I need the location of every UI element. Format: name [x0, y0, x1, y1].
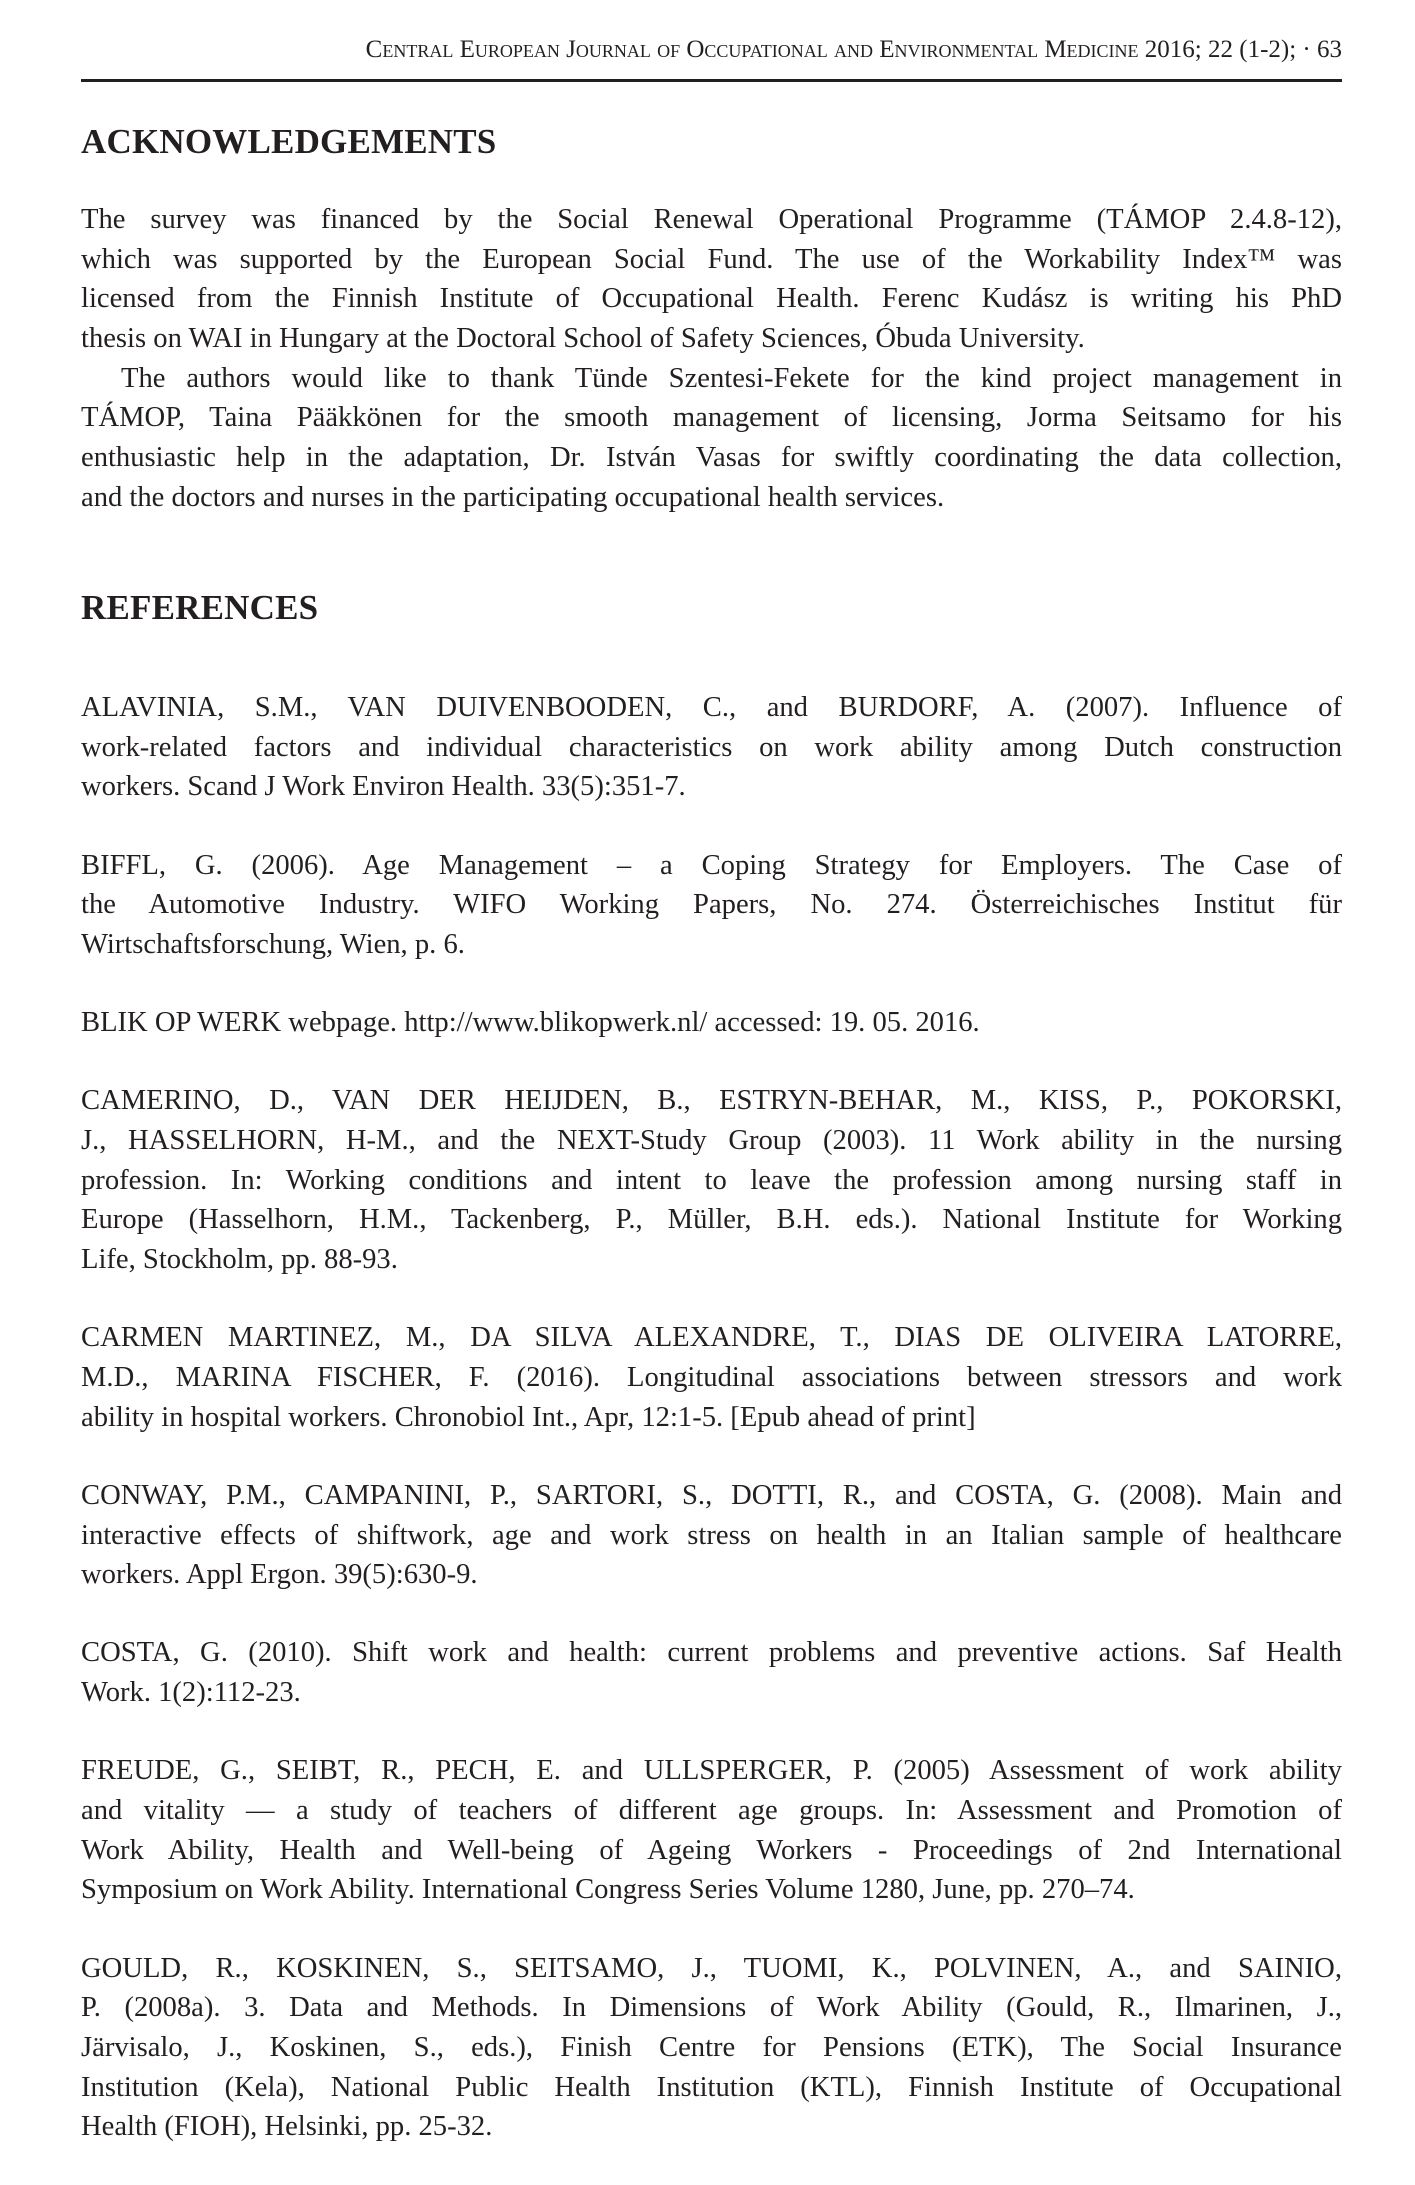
text-line: TÁMOP, Taina Pääkkönen for the smooth management of licensing, Jorma Seitsamo for his: [81, 402, 1342, 434]
text-line: licensed from the Finnish Institute of Occupational Health. Ferenc Kudász is writing his PhD: [81, 283, 1342, 315]
text-line: M.D., MARINA FISCHER, F. (2016). Longitudinal associations between stressors and work: [81, 1361, 1342, 1393]
text-line: profession. In: Working conditions and intent to leave the profession among nursing staff in: [81, 1164, 1342, 1196]
text-line: ability in hospital workers. Chronobiol Int., Apr, 12:1-5. [Epub ahead of print]: [81, 1401, 976, 1433]
text-line: thesis on WAI in Hungary at the Doctoral School of Safety Sciences, Óbuda University.: [81, 323, 1085, 355]
text-line: P. (2008a). 3. Data and Methods. In Dimensions of Work Ability (Gould, R., Ilmarinen, J.,: [81, 1992, 1342, 2024]
reference-item: [81, 1949, 1342, 2147]
text-line: interactive effects of shiftwork, age and work stress on health in an Italian sample of healthcare: [81, 1519, 1342, 1551]
text-line: The survey was financed by the Social Renewal Operational Programme (TÁMOP 2.4.8-12),: [81, 204, 1342, 235]
text-line: BLIK OP WERK webpage. http://www.blikopwerk.nl/ accessed: 19. 05. 2016.: [81, 1007, 980, 1039]
text-line: workers. Scand J Work Environ Health. 33(5):351-7.: [81, 771, 686, 803]
reference-item: [81, 688, 1342, 807]
text-line: Work Ability, Health and Well-being of Ageing Workers - Proceedings of 2nd International: [81, 1834, 1342, 1866]
acknowledgements-paragraph: [81, 200, 1342, 359]
reference-list: [81, 688, 1342, 2185]
acknowledgements-paragraph: [81, 359, 1342, 518]
reference-item: [81, 1633, 1342, 1712]
text-line: Europe (Hasselhorn, H.M., Tackenberg, P., Müller, B.H. eds.). National Institute for Working: [81, 1204, 1342, 1236]
text-line: Wirtschaftsforschung, Wien, p. 6.: [81, 928, 465, 960]
text-line: Järvisalo, J., Koskinen, S., eds.), Finish Centre for Pensions (ETK), The Social Insurance: [81, 2031, 1342, 2063]
header-rule: [81, 79, 1342, 82]
text-line: BIFFL, G. (2006). Age Management – a Coping Strategy for Employers. The Case of: [81, 849, 1342, 881]
running-head: [81, 34, 1342, 66]
acknowledgements-heading: ACKNOWLEDGEMENTS: [81, 122, 497, 161]
text-line: CAMERINO, D., VAN DER HEIJDEN, B., ESTRYN-BEHAR, M., KISS, P., POKORSKI,: [81, 1085, 1342, 1117]
references-heading: REFERENCES: [81, 588, 319, 627]
text-line: Work. 1(2):112-23.: [81, 1677, 301, 1709]
text-line: COSTA, G. (2010). Shift work and health: current problems and preventive actions. Saf Health: [81, 1637, 1342, 1669]
journal-title: Central European Journal of Occupational and Environmental Medicine: [365, 36, 1139, 63]
text-line: enthusiastic help in the adaptation, Dr. István Vasas for swiftly coordinating the data collection,: [81, 442, 1342, 474]
text-line: Life, Stockholm, pp. 88-93.: [81, 1244, 398, 1276]
text-line: ALAVINIA, S.M., VAN DUIVENBOODEN, C., and BURDORF, A. (2007). Influence of: [81, 692, 1342, 723]
reference-item: [81, 1476, 1342, 1595]
text-line: and vitality — a study of teachers of different age groups. In: Assessment and Promotion of: [81, 1794, 1342, 1826]
text-line: FREUDE, G., SEIBT, R., PECH, E. and ULLSPERGER, P. (2005) Assessment of work ability: [81, 1755, 1342, 1787]
text-line: and the doctors and nurses in the participating occupational health services.: [81, 481, 945, 513]
text-line: work-related factors and individual characteristics on work ability among Dutch construction: [81, 731, 1342, 763]
text-line: the Automotive Industry. WIFO Working Papers, No. 274. Österreichisches Institut für: [81, 889, 1342, 921]
text-line: CONWAY, P.M., CAMPANINI, P., SARTORI, S., DOTTI, R., and COSTA, G. (2008). Main and: [81, 1479, 1342, 1511]
text-line: GOULD, R., KOSKINEN, S., SEITSAMO, J., TUOMI, K., POLVINEN, A., and SAINIO,: [81, 1952, 1342, 1984]
acknowledgements-body: [81, 200, 1342, 518]
text-line: Institution (Kela), National Public Health Institution (KTL), Finnish Institute of Occupational: [81, 2071, 1342, 2103]
issue-citation: 2016; 22 (1-2); · 63: [1144, 36, 1342, 63]
text-line: Symposium on Work Ability. International Congress Series Volume 1280, June, pp. 270–74.: [81, 1874, 1135, 1906]
reference-item: [81, 1003, 1342, 1043]
reference-item: [81, 846, 1342, 965]
text-line: Health (FIOH), Helsinki, pp. 25-32.: [81, 2111, 493, 2143]
text-line: which was supported by the European Social Fund. The use of the Workability Index™ was: [81, 243, 1342, 275]
text-line: J., HASSELHORN, H-M., and the NEXT-Study Group (2003). 11 Work ability in the nursing: [81, 1125, 1342, 1156]
text-line: workers. Appl Ergon. 39(5):630-9.: [81, 1559, 478, 1591]
reference-item: [81, 1751, 1342, 1910]
reference-item: [81, 1318, 1342, 1437]
text-line: The authors would like to thank Tünde Szentesi-Fekete for the kind project management in: [121, 362, 1342, 394]
text-line: CARMEN MARTINEZ, M., DA SILVA ALEXANDRE, T., DIAS DE OLIVEIRA LATORRE,: [81, 1322, 1342, 1354]
reference-item: [81, 1081, 1342, 1279]
